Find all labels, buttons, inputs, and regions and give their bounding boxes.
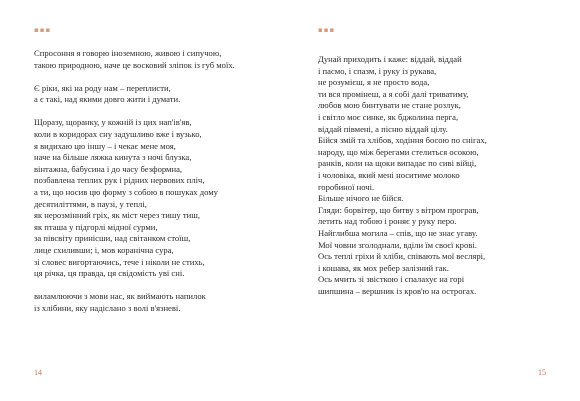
poem-line: коли в коридорах сну задушливо вже і вузько, <box>34 128 202 139</box>
poem-stanza <box>34 117 235 279</box>
poem-line: за півсвіту принісши, над світанком стоїш, <box>34 233 191 244</box>
poem-text <box>318 54 487 309</box>
poem-line: Є ріки, які на роду нам – переплисти, <box>34 82 171 93</box>
poem-line: віддай півмені, а пісню віддай цілу. <box>318 123 448 134</box>
poem-line: десятиліттями, в паузі, у теплі, <box>34 198 147 209</box>
poem-line: і чоловіка, який мені носитиме молоко <box>318 169 460 180</box>
poem-line: Ось мчить зі звісткою і спалахує на горі <box>318 274 465 285</box>
poem-stanza <box>34 48 235 71</box>
poem-line: і кошава, як мох ребер залізний гак. <box>318 262 449 273</box>
poem-line: Мої човни зголоднали, вділи їм своєї крові. <box>318 239 477 250</box>
poem-line: Гляди: борвітер, що битву з вітром програв, <box>318 204 479 215</box>
poem-line: Ось теплі гріхи й хліби, співають мої веслярі, <box>318 251 486 262</box>
poem-line: шипшина – вершник із кров'ю на острогах. <box>318 285 477 296</box>
right-page <box>290 0 580 401</box>
poem-line: Дунай приходить і каже: віддай, віддай <box>318 54 462 64</box>
poem-line: зі словес вигортаючись, тече і ніколи не стихь, <box>34 256 205 267</box>
page-number: 15 <box>538 368 546 377</box>
poem-line: Щоразу, щоранку, у кожній із цих нап'ів'яв, <box>34 117 192 128</box>
poem-stanza <box>34 291 235 314</box>
poem-line: ти вся промінеш, а я собі далі триватиму, <box>318 88 469 99</box>
poem-line: як пташа у підгорлі мідної сурми, <box>34 221 158 232</box>
poem-line: а є такі, над якими довго жити і думати. <box>34 94 181 105</box>
poem-line: вінтажна, бабусина і до часу безформна, <box>34 163 183 174</box>
poem-line: лице схиливши; і, мов коранічна сура, <box>34 244 174 255</box>
poem-line: я видихаю цю іншу – і чекає мене моя, <box>34 140 176 151</box>
poem-line: і пасмо, і спазм, і руку із рукава, <box>318 65 437 76</box>
poem-line: наче на більше ляжка кинута з ночі блузка, <box>34 152 192 163</box>
poem-line: Бійся змій та хлібов, ходіння босою по снігах, <box>318 135 487 146</box>
poem-line: ця річка, ця правда, ця свідомість уві сні. <box>34 268 185 279</box>
poem-line: народу, що між берегами стелиться осокою, <box>318 146 479 157</box>
poem-line: не розумієш, я не просто вода, <box>318 77 430 88</box>
poem-stanza <box>34 83 235 106</box>
poem-line: і світло моє синке, як бджолина перга, <box>318 111 459 122</box>
poem-line: виламлюючи з мови нас, як виймають напилок <box>34 291 206 302</box>
poem-stanza <box>318 54 487 297</box>
poem-line: такою природною, наче це восковий зліпок із губ моїх. <box>34 59 235 70</box>
poem-text <box>34 48 235 326</box>
poem-line: Більше нічого не бійся. <box>318 193 404 204</box>
poem-line: любов мою бинтувати не стане розлук, <box>318 100 461 111</box>
poem-line: із хлібини, яку надіслано з волі в'язневі. <box>34 302 181 313</box>
poem-line: позбавлена теплих рук і рідних нервових пліч, <box>34 175 205 186</box>
poem-line: як нерозмінний гріх, як міст через тишу тиш, <box>34 210 200 221</box>
poem-line: Найглибша могила – спів, що не знає угаву. <box>318 227 478 238</box>
page-number: 14 <box>34 368 42 377</box>
poem-line: горобиної ночі. <box>318 181 375 192</box>
ornament-dots: ▪▪▪ <box>34 26 52 34</box>
poem-line: а ти, що носив цю форму з собою в пошуках дому <box>34 186 218 197</box>
poem-line: летить над тобою і роняє у руку перо. <box>318 216 457 227</box>
ornament-dots: ▪▪▪ <box>318 26 336 34</box>
poem-line: ранків, коли на щоки випадає по сиві війці, <box>318 158 477 169</box>
poem-line: Спросоння я говорю іноземною, живою і сипучою, <box>34 48 222 58</box>
